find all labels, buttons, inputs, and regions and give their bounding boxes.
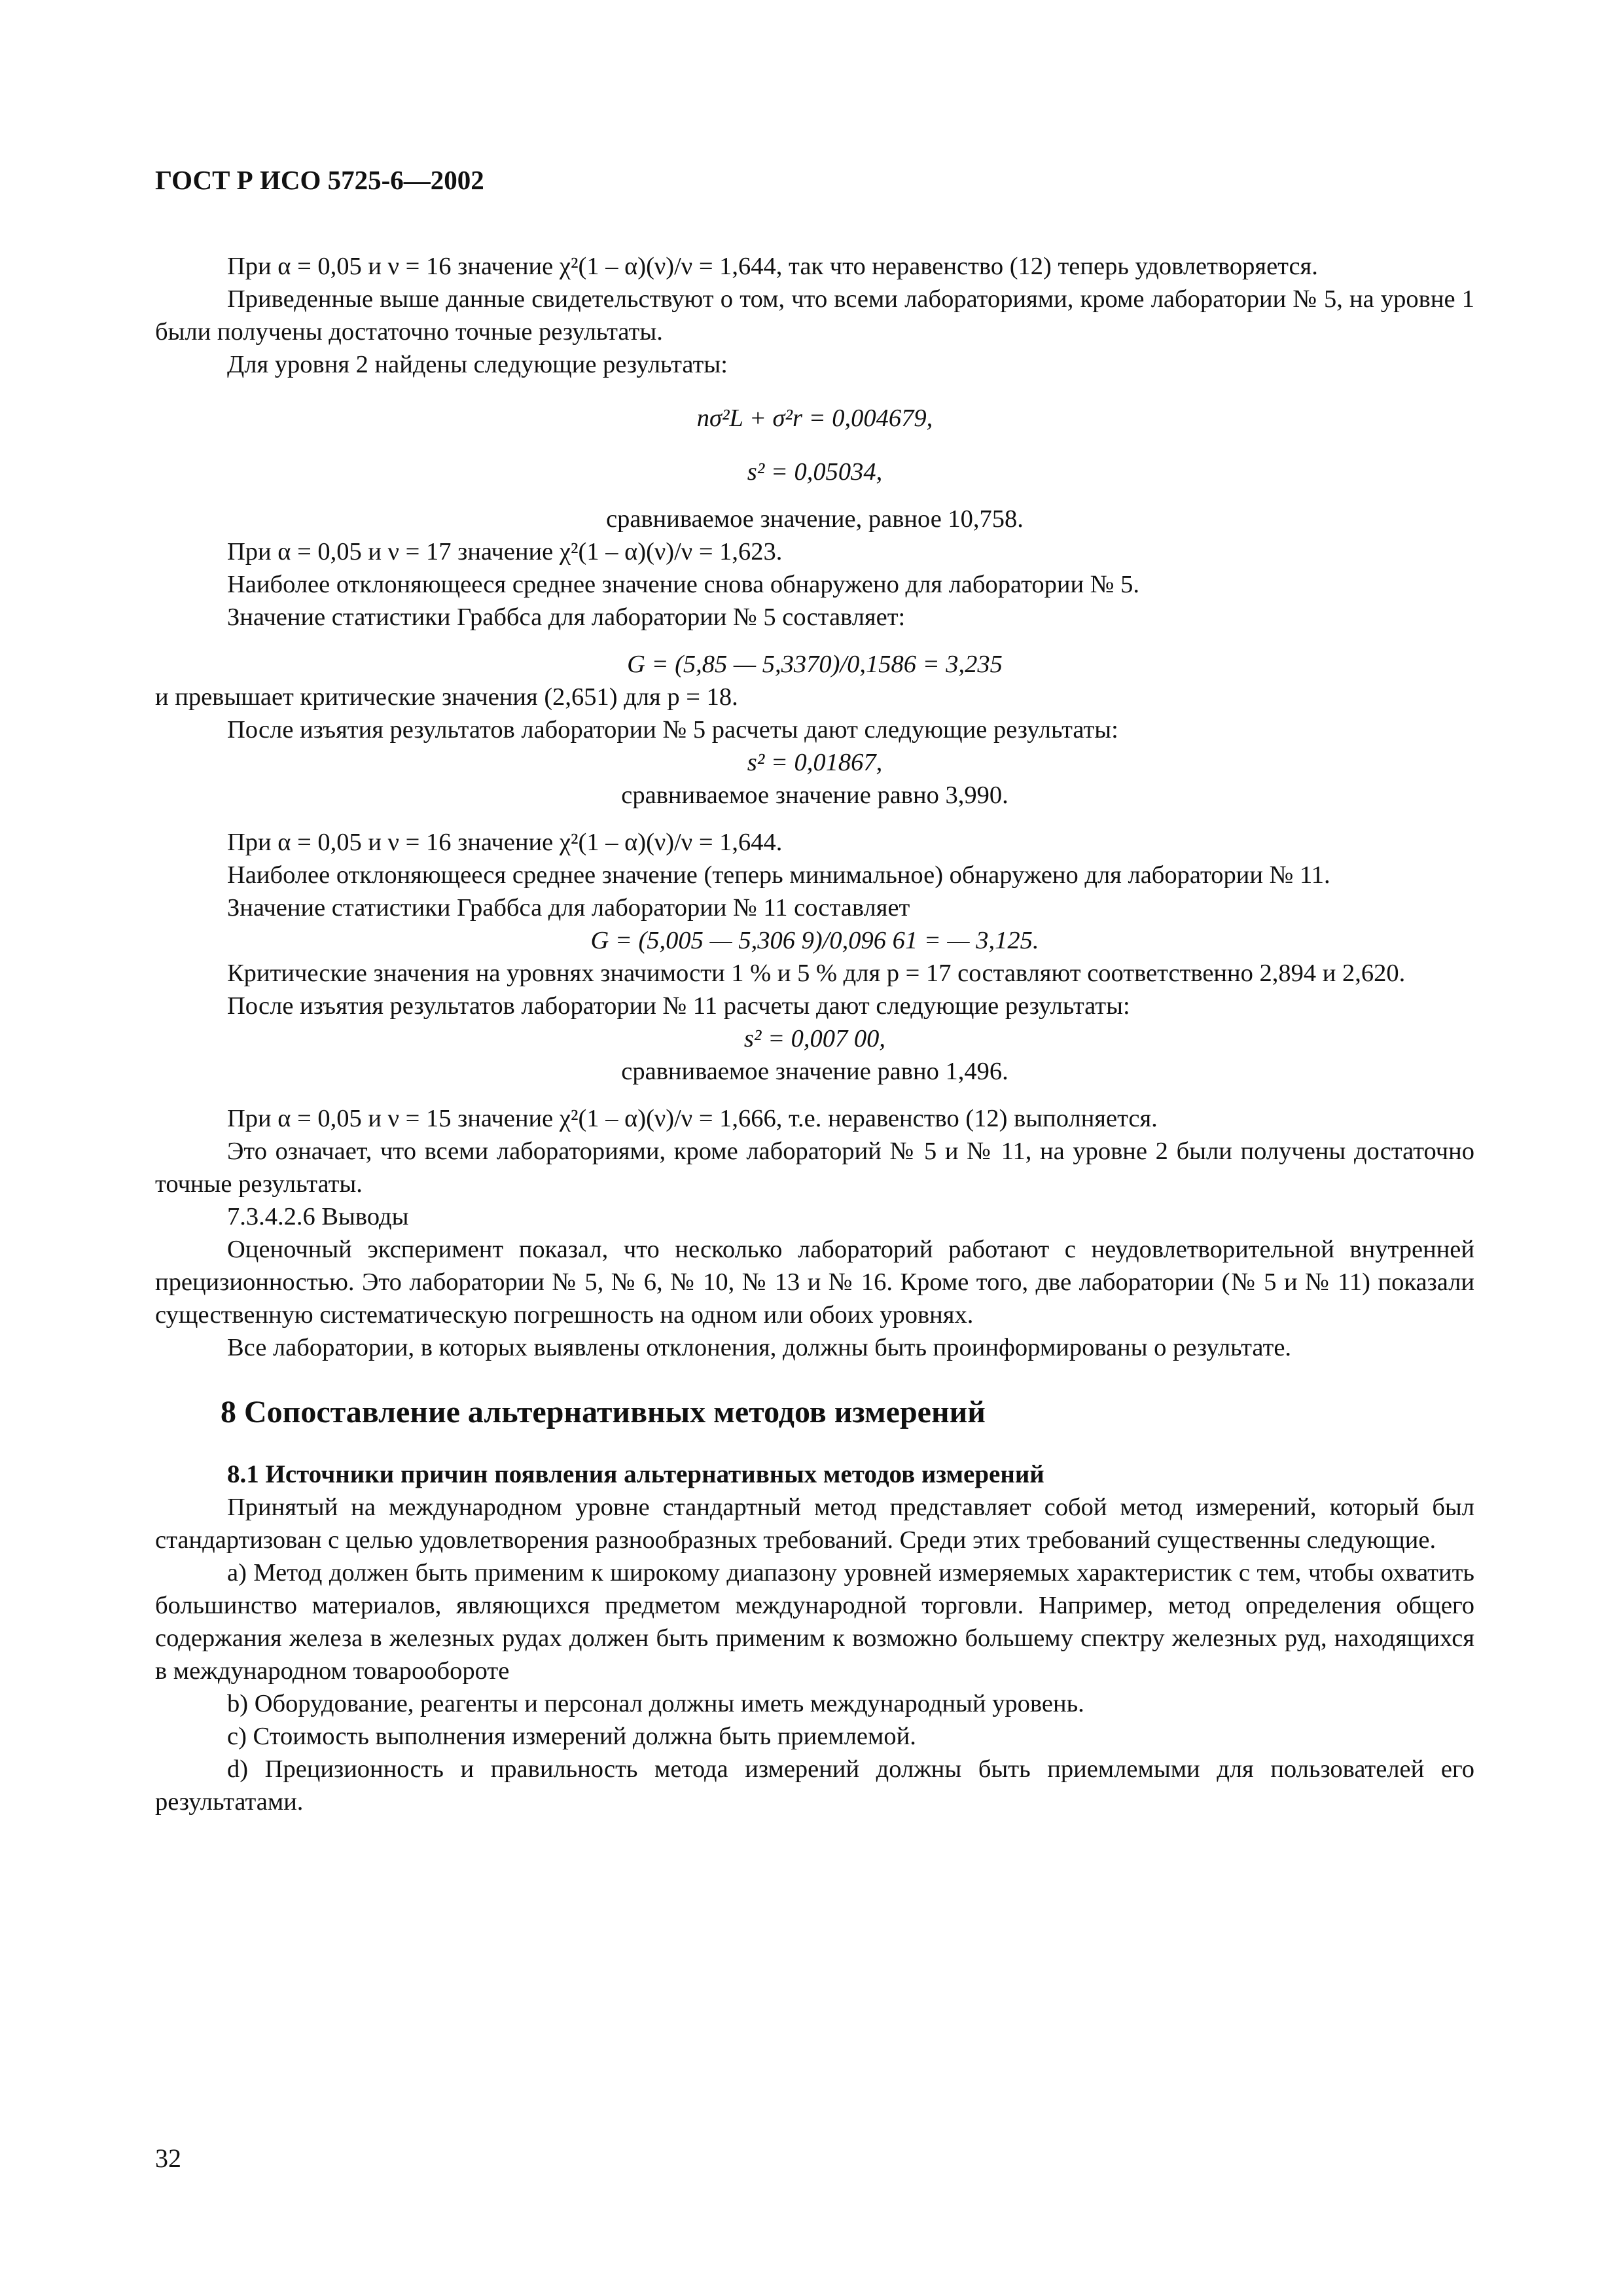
formula: s² = 0,007 00, [743,1025,886,1052]
list-item: a) Метод должен быть применим к широкому диапазону уровней измеряемых характеристик с тем, чтобы охватить большинство материалов, являющихся предметом международной торговли. Например, метод определения общего содержания железа в железных рудах должен быть применим к возможно большему спектру железных руд, находящихся в международном товарообороте [155,1559,1474,1685]
formula: s² = 0,05034, [747,458,883,486]
section-heading: 8 Сопоставление альтернативных методов измерений [221,1395,986,1429]
paragraph: Оценочный эксперимент показал, что несколько лабораторий работают с неудовлетворительной внутренней прецизионностью. Это лаборатории № 5, № 6, № 10, № 13 и № 16. Кроме того, две лаборатории (№ 5 и № 11) показали существенную систематическую погрешность на одном или обоих уровнях. [155,1236,1474,1329]
list-item: b) Оборудование, реагенты и персонал должны иметь международный уровень. [227,1690,1084,1717]
paragraph: Все лаборатории, в которых выявлены отклонения, должны быть проинформированы о результате. [227,1334,1292,1361]
formula-note: сравниваемое значение равно 3,990. [621,781,1008,809]
paragraph: Принятый на международном уровне стандартный метод представляет собой метод измерений, который был стандартизован с целью удовлетворения разнообразных требований. Среди этих требований существенны следующие. [155,1494,1474,1554]
document-body [155,250,1474,1818]
paragraph: При α = 0,05 и ν = 15 значение χ²(1 – α)(ν)/ν = 1,666, т.е. неравенство (12) выполняется. [227,1105,1158,1132]
formula-note: сравниваемое значение равно 1,496. [621,1058,1008,1085]
formula: s² = 0,01867, [747,749,883,776]
paragraph: и превышает критические значения (2,651) для p = 18. [155,683,738,711]
document-page [155,0,1474,2296]
paragraph: При α = 0,05 и ν = 16 значение χ²(1 – α)(ν)/ν = 1,644. [227,829,783,856]
paragraph: При α = 0,05 и ν = 17 значение χ²(1 – α)(ν)/ν = 1,623. [227,538,783,565]
paragraph: После изъятия результатов лаборатории № 11 расчеты дают следующие результаты: [227,992,1130,1020]
paragraph: При α = 0,05 и ν = 16 значение χ²(1 – α)(ν)/ν = 1,644, так что неравенство (12) теперь удовлетворяется. [227,253,1318,280]
subsection-heading: 8.1 Источники причин появления альтернативных методов измерений [227,1460,1044,1488]
formula: nσ²L + σ²r = 0,004679, [696,404,933,432]
paragraph: Приведенные выше данные свидетельствуют о том, что всеми лабораториями, кроме лаборатории № 5, на уровне 1 были получены достаточно точные результаты. [155,285,1474,346]
list-item: d) Прецизионность и правильность метода измерений должны быть приемлемыми для пользователей его результатами. [155,1755,1474,1816]
subsection-label: 7.3.4.2.6 Выводы [227,1203,409,1230]
formula: G = (5,005 — 5,306 9)/0,096 61 = — 3,125. [590,927,1039,954]
paragraph: Критические значения на уровнях значимости 1 % и 5 % для p = 17 составляют соответственно 2,894 и 2,620. [227,960,1406,987]
paragraph: Для уровня 2 найдены следующие результаты: [227,351,728,378]
page-number: 32 [155,2144,181,2173]
formula-note: сравниваемое значение, равное 10,758. [606,505,1024,533]
document-code-header: ГОСТ Р ИСО 5725-6—2002 [155,165,484,195]
list-item: c) Стоимость выполнения измерений должна быть приемлемой. [227,1723,916,1750]
paragraph: Наиболее отклоняющееся среднее значение снова обнаружено для лаборатории № 5. [227,571,1139,598]
paragraph: Значение статистики Граббса для лаборатории № 5 составляет: [227,603,906,631]
paragraph: После изъятия результатов лаборатории № 5 расчеты дают следующие результаты: [227,716,1118,744]
paragraph: Это означает, что всеми лабораториями, кроме лабораторий № 5 и № 11, на уровне 2 были получены достаточно точные результаты. [155,1138,1474,1198]
formula: G = (5,85 — 5,3370)/0,1586 = 3,235 [627,651,1003,678]
paragraph: Наиболее отклоняющееся среднее значение (теперь минимальное) обнаружено для лаборатории № 11. [227,861,1330,889]
paragraph: Значение статистики Граббса для лаборатории № 11 составляет [227,894,910,922]
